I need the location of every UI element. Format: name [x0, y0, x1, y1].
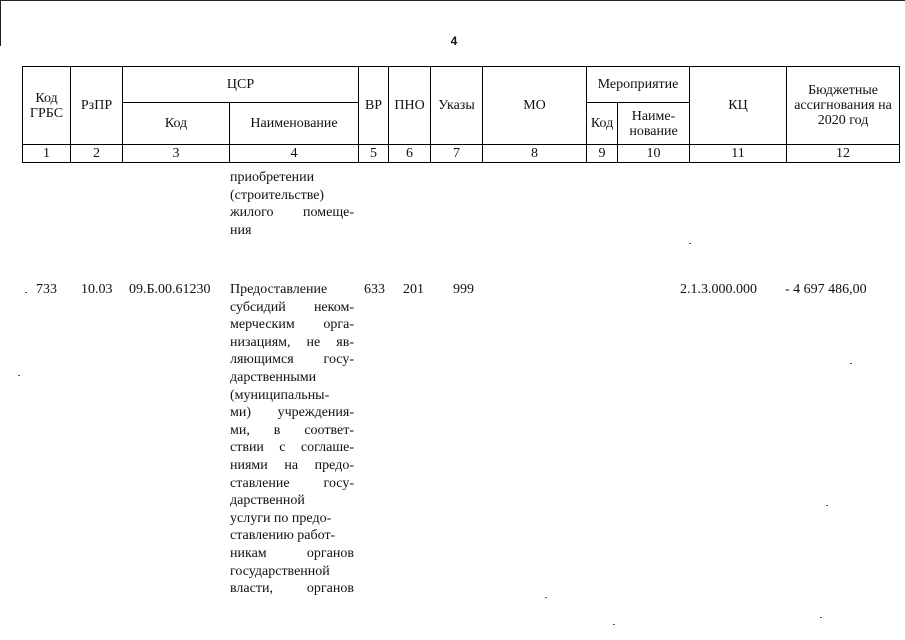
text-line: ниями на предо-: [230, 457, 354, 473]
row-csr-code: 09.Б.00.61230: [129, 282, 211, 297]
scan-speck: [820, 617, 822, 618]
header-csr-name: Наименование: [230, 103, 359, 145]
header-pno: ПНО: [389, 67, 431, 145]
header-csr: ЦСР: [123, 67, 359, 103]
text-line: государственной: [230, 563, 330, 579]
text-line: дарственной: [230, 493, 305, 509]
header-mer-name: Наиме-нование: [618, 103, 690, 145]
scan-speck: [826, 505, 828, 506]
text-line: дарственными: [230, 369, 317, 385]
text-line: ния: [230, 222, 252, 238]
row-grbs: 733: [36, 282, 57, 297]
text-line: ствии с соглаше-: [230, 440, 354, 456]
text-line: Предоставление: [230, 282, 328, 297]
col-number: 1: [23, 145, 71, 163]
text-line: низациям, не яв-: [230, 334, 354, 350]
text-line: ставление госу-: [230, 475, 354, 491]
text-line: никам органов: [230, 545, 354, 561]
header-budget: Бюджетные ассигнования на 2020 год: [787, 67, 900, 145]
text-line: (строительстве): [230, 187, 325, 203]
scan-speck: [850, 363, 852, 364]
text-line: услуги по предо-: [230, 510, 332, 526]
row-kc: 2.1.3.000.000: [680, 282, 757, 297]
header-ukazy: Указы: [431, 67, 483, 145]
row-name-cell: [230, 281, 354, 598]
text-line: (муниципальны-: [230, 387, 330, 403]
text-line: субсидий неком-: [230, 299, 354, 315]
text-line: ставлению работ-: [230, 528, 336, 544]
scan-speck: [613, 624, 615, 625]
row-ukazy: 999: [453, 282, 474, 297]
scan-speck: [18, 375, 20, 376]
col-number: 4: [230, 145, 359, 163]
col-number: 5: [359, 145, 389, 163]
scan-speck: [689, 243, 691, 244]
header-mo: МО: [483, 67, 587, 145]
header-kc: КЦ: [690, 67, 787, 145]
row-rzpr: 10.03: [81, 282, 113, 297]
col-number: 10: [618, 145, 690, 163]
col-number: 3: [123, 145, 230, 163]
text-line: власти, органов: [230, 581, 354, 597]
col-number: 12: [787, 145, 900, 163]
header-vr: ВР: [359, 67, 389, 145]
col-number: 6: [389, 145, 431, 163]
header-mer-kod: Код: [587, 103, 618, 145]
col-number: 8: [483, 145, 587, 163]
row-vr: 633: [364, 282, 385, 297]
text-line: ми) учреждения-: [230, 405, 354, 421]
text-line: жилого помеще-: [230, 205, 354, 221]
text-line: приобретении: [230, 170, 315, 185]
scan-speck: [25, 292, 27, 293]
continuation-name-cell: [230, 169, 354, 239]
header-csr-kod: Код: [123, 103, 230, 145]
row-pno: 201: [403, 282, 424, 297]
page-number: 4: [450, 34, 458, 48]
header-meropriyatie: Мероприятие: [587, 67, 690, 103]
col-number: 11: [690, 145, 787, 163]
col-number: 7: [431, 145, 483, 163]
text-line: ляющимся госу-: [230, 352, 354, 368]
text-line: ми, в соответ-: [230, 422, 354, 438]
text-line: мерческим орга-: [230, 317, 354, 333]
col-number: 2: [71, 145, 123, 163]
col-number: 9: [587, 145, 618, 163]
row-amount: - 4 697 486,00: [785, 282, 867, 297]
header-kod-grbs: Код ГРБС: [23, 67, 71, 145]
scan-speck: [545, 597, 547, 598]
header-rzpr: РзПР: [71, 67, 123, 145]
